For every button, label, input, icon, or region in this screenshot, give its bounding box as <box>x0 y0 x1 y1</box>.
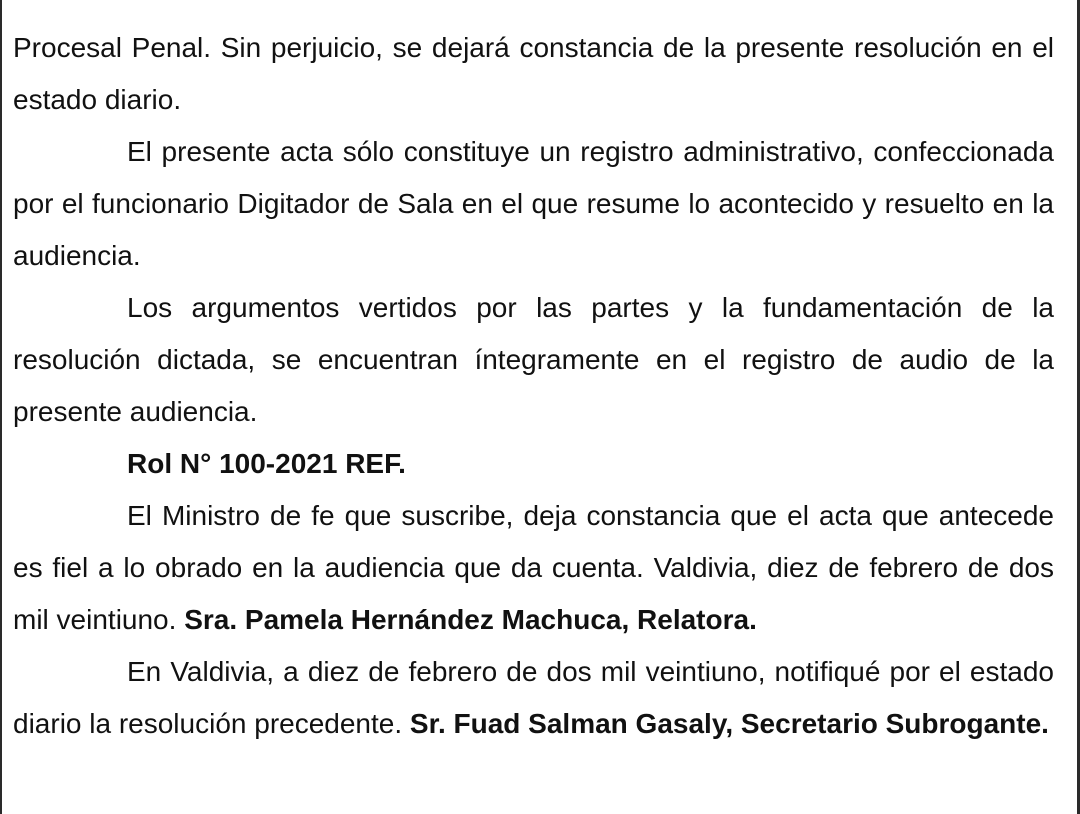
secretario-signature: Sr. Fuad Salman Gasaly, Secretario Subrogante. <box>409 708 1049 739</box>
paragraph-notificacion <box>13 646 1054 750</box>
paragraph-intro: Procesal Penal. Sin perjuicio, se dejará constancia de la presente resolución en el estado diario. <box>13 32 1054 115</box>
relatora-signature: Sra. Pamela Hernández Machuca, Relatora. <box>184 604 757 635</box>
ministro-text: El Ministro de fe que suscribe, deja constancia que el acta que antecede es fiel a lo obrado en la audiencia que da cuenta. Valdivia, diez de febrero de dos mil veintiuno. <box>13 500 1054 635</box>
document-body <box>13 22 1054 750</box>
paragraph-acta: El presente acta sólo constituye un registro administrativo, confeccionada por el funcionario Digitador de Sala en el que resume lo acontecido y resuelto en la audiencia. <box>13 136 1054 271</box>
rol-heading: Rol N° 100-2021 REF. <box>127 448 406 479</box>
paragraph-argumentos: Los argumentos vertidos por las partes y la fundamentación de la resolución dictada, se encuentran íntegramente en el registro de audio de la presente audiencia. <box>13 292 1054 427</box>
page-left-border <box>0 0 2 814</box>
notificacion-text: En Valdivia, a diez de febrero de dos mil veintiuno, notifiqué por el estado diario la resolución precedente. <box>13 656 1054 739</box>
paragraph-ministro <box>13 490 1054 646</box>
